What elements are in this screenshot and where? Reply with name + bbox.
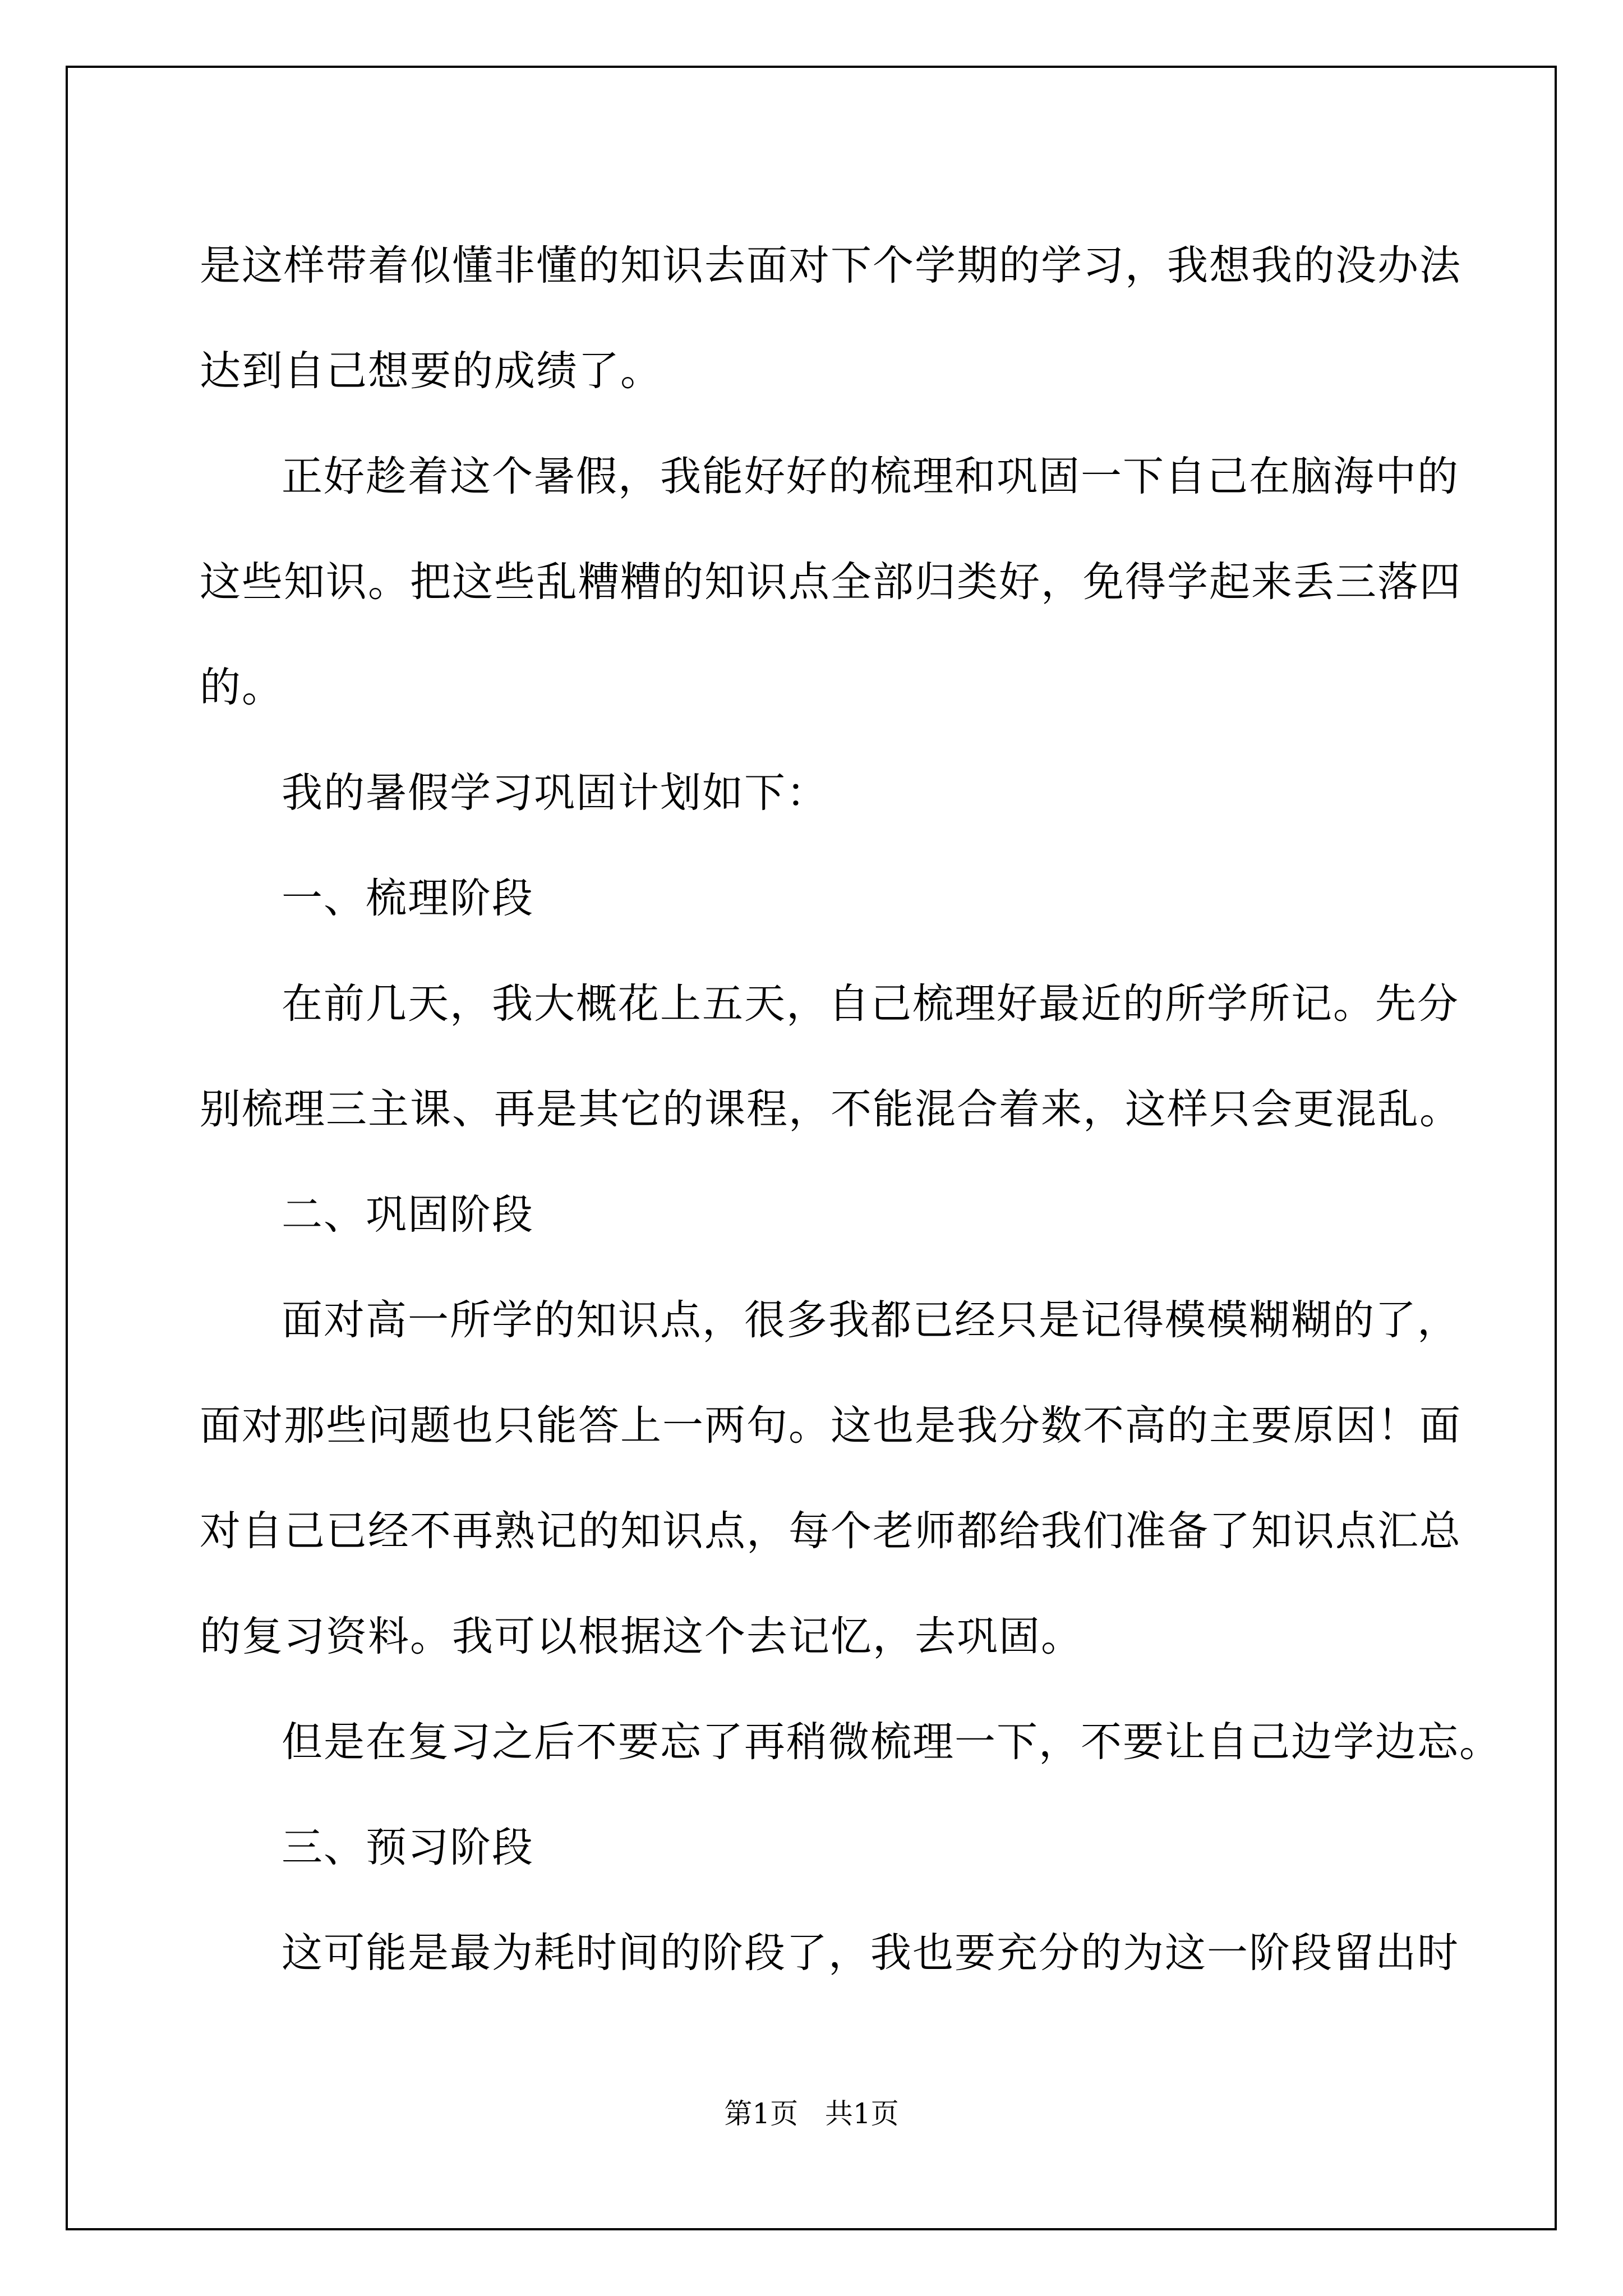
text-line-15: 但是在复习之后不要忘了再稍微梳理一下，不要让自己边学边忘。 <box>282 1718 1501 1766</box>
section-heading-2: 二、巩固阶段 <box>282 1191 534 1239</box>
text-line-3: 正好趁着这个暑假，我能好好的梳理和巩固一下自己在脑海中的 <box>282 453 1459 500</box>
page-footer <box>0 2097 1623 2131</box>
text-line-4: 这些知识。把这些乱糟糟的知识点全部归类好，免得学起来丢三落四 <box>200 558 1461 606</box>
page-total: 共1页 <box>824 2097 899 2130</box>
text-line-13: 对自己已经不再熟记的知识点，每个老师都给我们准备了知识点汇总 <box>200 1507 1461 1555</box>
text-line-6: 我的暑假学习巩固计划如下： <box>282 769 828 817</box>
text-line-9: 别梳理三主课、再是其它的课程，不能混合着来，这样只会更混乱。 <box>200 1085 1461 1133</box>
document-body <box>200 213 1501 2006</box>
text-line-17: 这可能是最为耗时间的阶段了，我也要充分的为这一阶段留出时 <box>282 1929 1459 1977</box>
section-heading-3: 三、预习阶段 <box>282 1824 534 1871</box>
page-number: 第1页 <box>724 2097 799 2130</box>
text-line-1: 是这样带着似懂非懂的知识去面对下个学期的学习，我想我的没办法 <box>200 242 1461 289</box>
text-line-8: 在前几天，我大概花上五天，自己梳理好最近的所学所记。先分 <box>282 980 1459 1028</box>
text-line-5: 的。 <box>200 664 284 711</box>
text-line-12: 面对那些问题也只能答上一两句。这也是我分数不高的主要原因！面 <box>200 1402 1461 1450</box>
text-line-11: 面对高一所学的知识点，很多我都已经只是记得模模糊糊的了， <box>282 1296 1459 1344</box>
text-line-2: 达到自己想要的成绩了。 <box>200 347 662 395</box>
section-heading-1: 一、梳理阶段 <box>282 875 534 922</box>
text-line-14: 的复习资料。我可以根据这个去记忆，去巩固。 <box>200 1613 1083 1660</box>
